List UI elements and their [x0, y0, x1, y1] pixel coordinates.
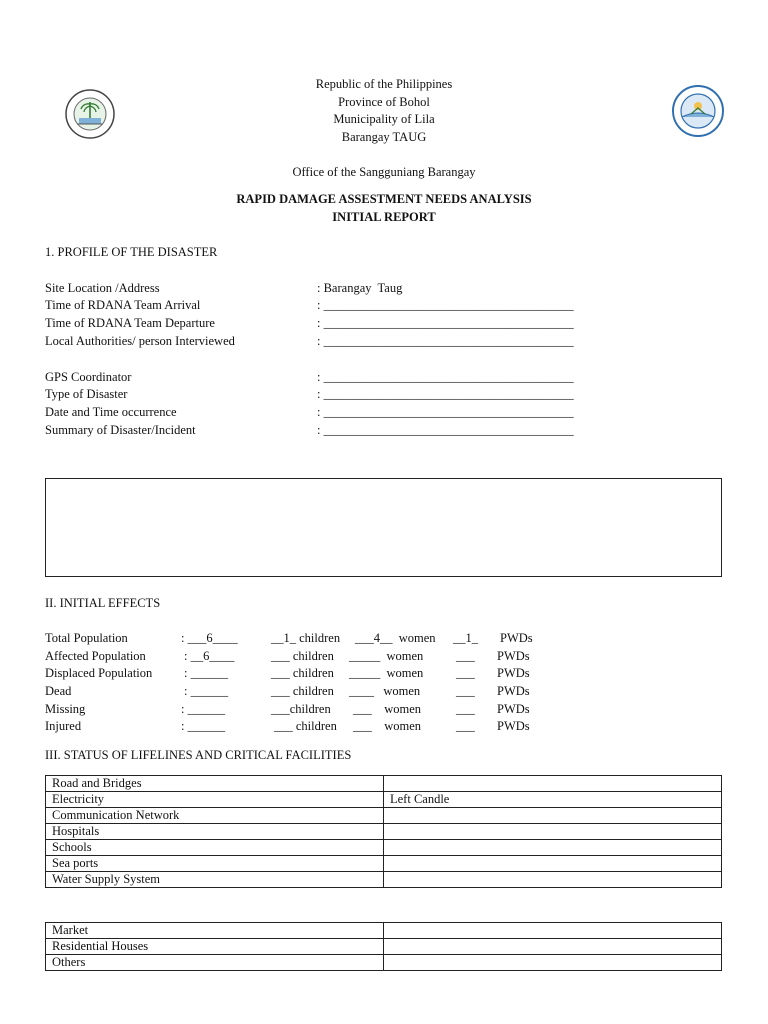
profile-value: : ________________________________________	[317, 316, 574, 330]
facility-cell: Residential Houses	[46, 939, 384, 955]
effects-count: : ___6____	[181, 631, 238, 645]
status-cell[interactable]	[384, 955, 722, 971]
effects-children: __1_ children	[271, 631, 341, 645]
status-cell[interactable]: Left Candle	[384, 792, 722, 808]
profile-label: Time of RDANA Team Departure	[45, 316, 215, 330]
report-title: RAPID DAMAGE ASSESTMENT NEEDS ANALYSIS	[236, 192, 532, 206]
profile-label: Time of RDANA Team Arrival	[45, 298, 201, 312]
effects-pwd-label: PWDs	[497, 702, 530, 716]
facility-cell: Schools	[46, 840, 384, 856]
effects-label: Displaced Population	[45, 666, 153, 680]
status-cell[interactable]	[384, 808, 722, 824]
effects-women: ___4__ women	[355, 631, 436, 645]
effects-pwd-count: ___	[456, 649, 475, 663]
effects-pwd-label: PWDs	[497, 719, 530, 733]
effects-pwd-count: ___	[456, 684, 475, 698]
profile-value: : ________________________________________	[317, 298, 574, 312]
status-cell[interactable]	[384, 872, 722, 888]
section2-heading: II. INITIAL EFFECTS	[45, 596, 161, 610]
facility-cell: Electricity	[46, 792, 384, 808]
effects-pwd-count: ___	[456, 719, 475, 733]
effects-women: _____ women	[349, 666, 424, 680]
table-row	[46, 872, 722, 888]
facility-cell: Hospitals	[46, 824, 384, 840]
status-cell[interactable]	[384, 923, 722, 939]
facility-cell: Others	[46, 955, 384, 971]
facilities-table	[45, 922, 722, 971]
effects-pwd-count: __1_	[453, 631, 478, 645]
profile-value: : ________________________________________	[317, 334, 574, 348]
report-subtitle: INITIAL REPORT	[332, 210, 436, 224]
table-row	[46, 955, 722, 971]
profile-value: : ________________________________________	[317, 370, 574, 384]
effects-women: _____ women	[349, 649, 424, 663]
profile-value: : ________________________________________	[317, 405, 574, 419]
header-barangay: Barangay TAUG	[341, 130, 427, 144]
effects-women: ____ women	[349, 684, 421, 698]
effects-label: Total Population	[45, 631, 128, 645]
effects-pwd-count: ___	[456, 702, 475, 716]
table-row	[46, 939, 722, 955]
table-row	[46, 824, 722, 840]
facility-cell: Market	[46, 923, 384, 939]
effects-women: ___ women	[353, 702, 422, 716]
profile-label: Type of Disaster	[45, 387, 128, 401]
profile-value: : ________________________________________	[317, 387, 574, 401]
table-row	[46, 856, 722, 872]
table-row	[46, 808, 722, 824]
section1-heading: 1. PROFILE OF THE DISASTER	[45, 245, 218, 259]
effects-pwd-label: PWDs	[497, 684, 530, 698]
status-cell[interactable]	[384, 856, 722, 872]
effects-children: ___children	[271, 702, 331, 716]
table-row	[46, 840, 722, 856]
effects-count: : ______	[184, 684, 229, 698]
effects-label: Injured	[45, 719, 82, 733]
header-office: Office of the Sangguniang Barangay	[292, 165, 476, 179]
effects-children: ___ children	[271, 666, 334, 680]
effects-count: : ______	[181, 719, 226, 733]
status-cell[interactable]	[384, 824, 722, 840]
effects-pwd-label: PWDs	[497, 649, 530, 663]
header-province: Province of Bohol	[338, 95, 430, 109]
section3-heading: III. STATUS OF LIFELINES AND CRITICAL FACILITIES	[45, 748, 352, 762]
facility-cell: Sea ports	[46, 856, 384, 872]
header-republic: Republic of the Philippines	[315, 77, 453, 91]
effects-label: Dead	[45, 684, 72, 698]
effects-pwd-count: ___	[456, 666, 475, 680]
facility-cell: Road and Bridges	[46, 776, 384, 792]
effects-label: Affected Population	[45, 649, 146, 663]
status-cell[interactable]	[384, 939, 722, 955]
effects-children: ___ children	[271, 649, 334, 663]
facility-cell: Communication Network	[46, 808, 384, 824]
lifelines-table	[45, 775, 722, 888]
profile-label: Local Authorities/ person Interviewed	[45, 334, 235, 348]
effects-children: ___ children	[274, 719, 337, 733]
profile-value: : ________________________________________	[317, 423, 574, 437]
status-cell[interactable]	[384, 840, 722, 856]
effects-women: ___ women	[353, 719, 422, 733]
table-row	[46, 776, 722, 792]
effects-count: : ______	[184, 666, 229, 680]
effects-children: ___ children	[271, 684, 334, 698]
table-row	[46, 923, 722, 939]
effects-count: : __6____	[184, 649, 235, 663]
header-municipality: Municipality of Lila	[333, 112, 435, 126]
profile-label: Summary of Disaster/Incident	[45, 423, 196, 437]
effects-pwd-label: PWDs	[500, 631, 533, 645]
profile-value: : Barangay Taug	[317, 281, 403, 295]
effects-label: Missing	[45, 702, 86, 716]
profile-label: GPS Coordinator	[45, 370, 132, 384]
table-row	[46, 792, 722, 808]
summary-narrative-box[interactable]	[45, 478, 722, 577]
effects-pwd-label: PWDs	[497, 666, 530, 680]
status-cell[interactable]	[384, 776, 722, 792]
facility-cell: Water Supply System	[46, 872, 384, 888]
effects-count: : ______	[181, 702, 226, 716]
profile-label: Site Location /Address	[45, 281, 160, 295]
profile-label: Date and Time occurrence	[45, 405, 177, 419]
